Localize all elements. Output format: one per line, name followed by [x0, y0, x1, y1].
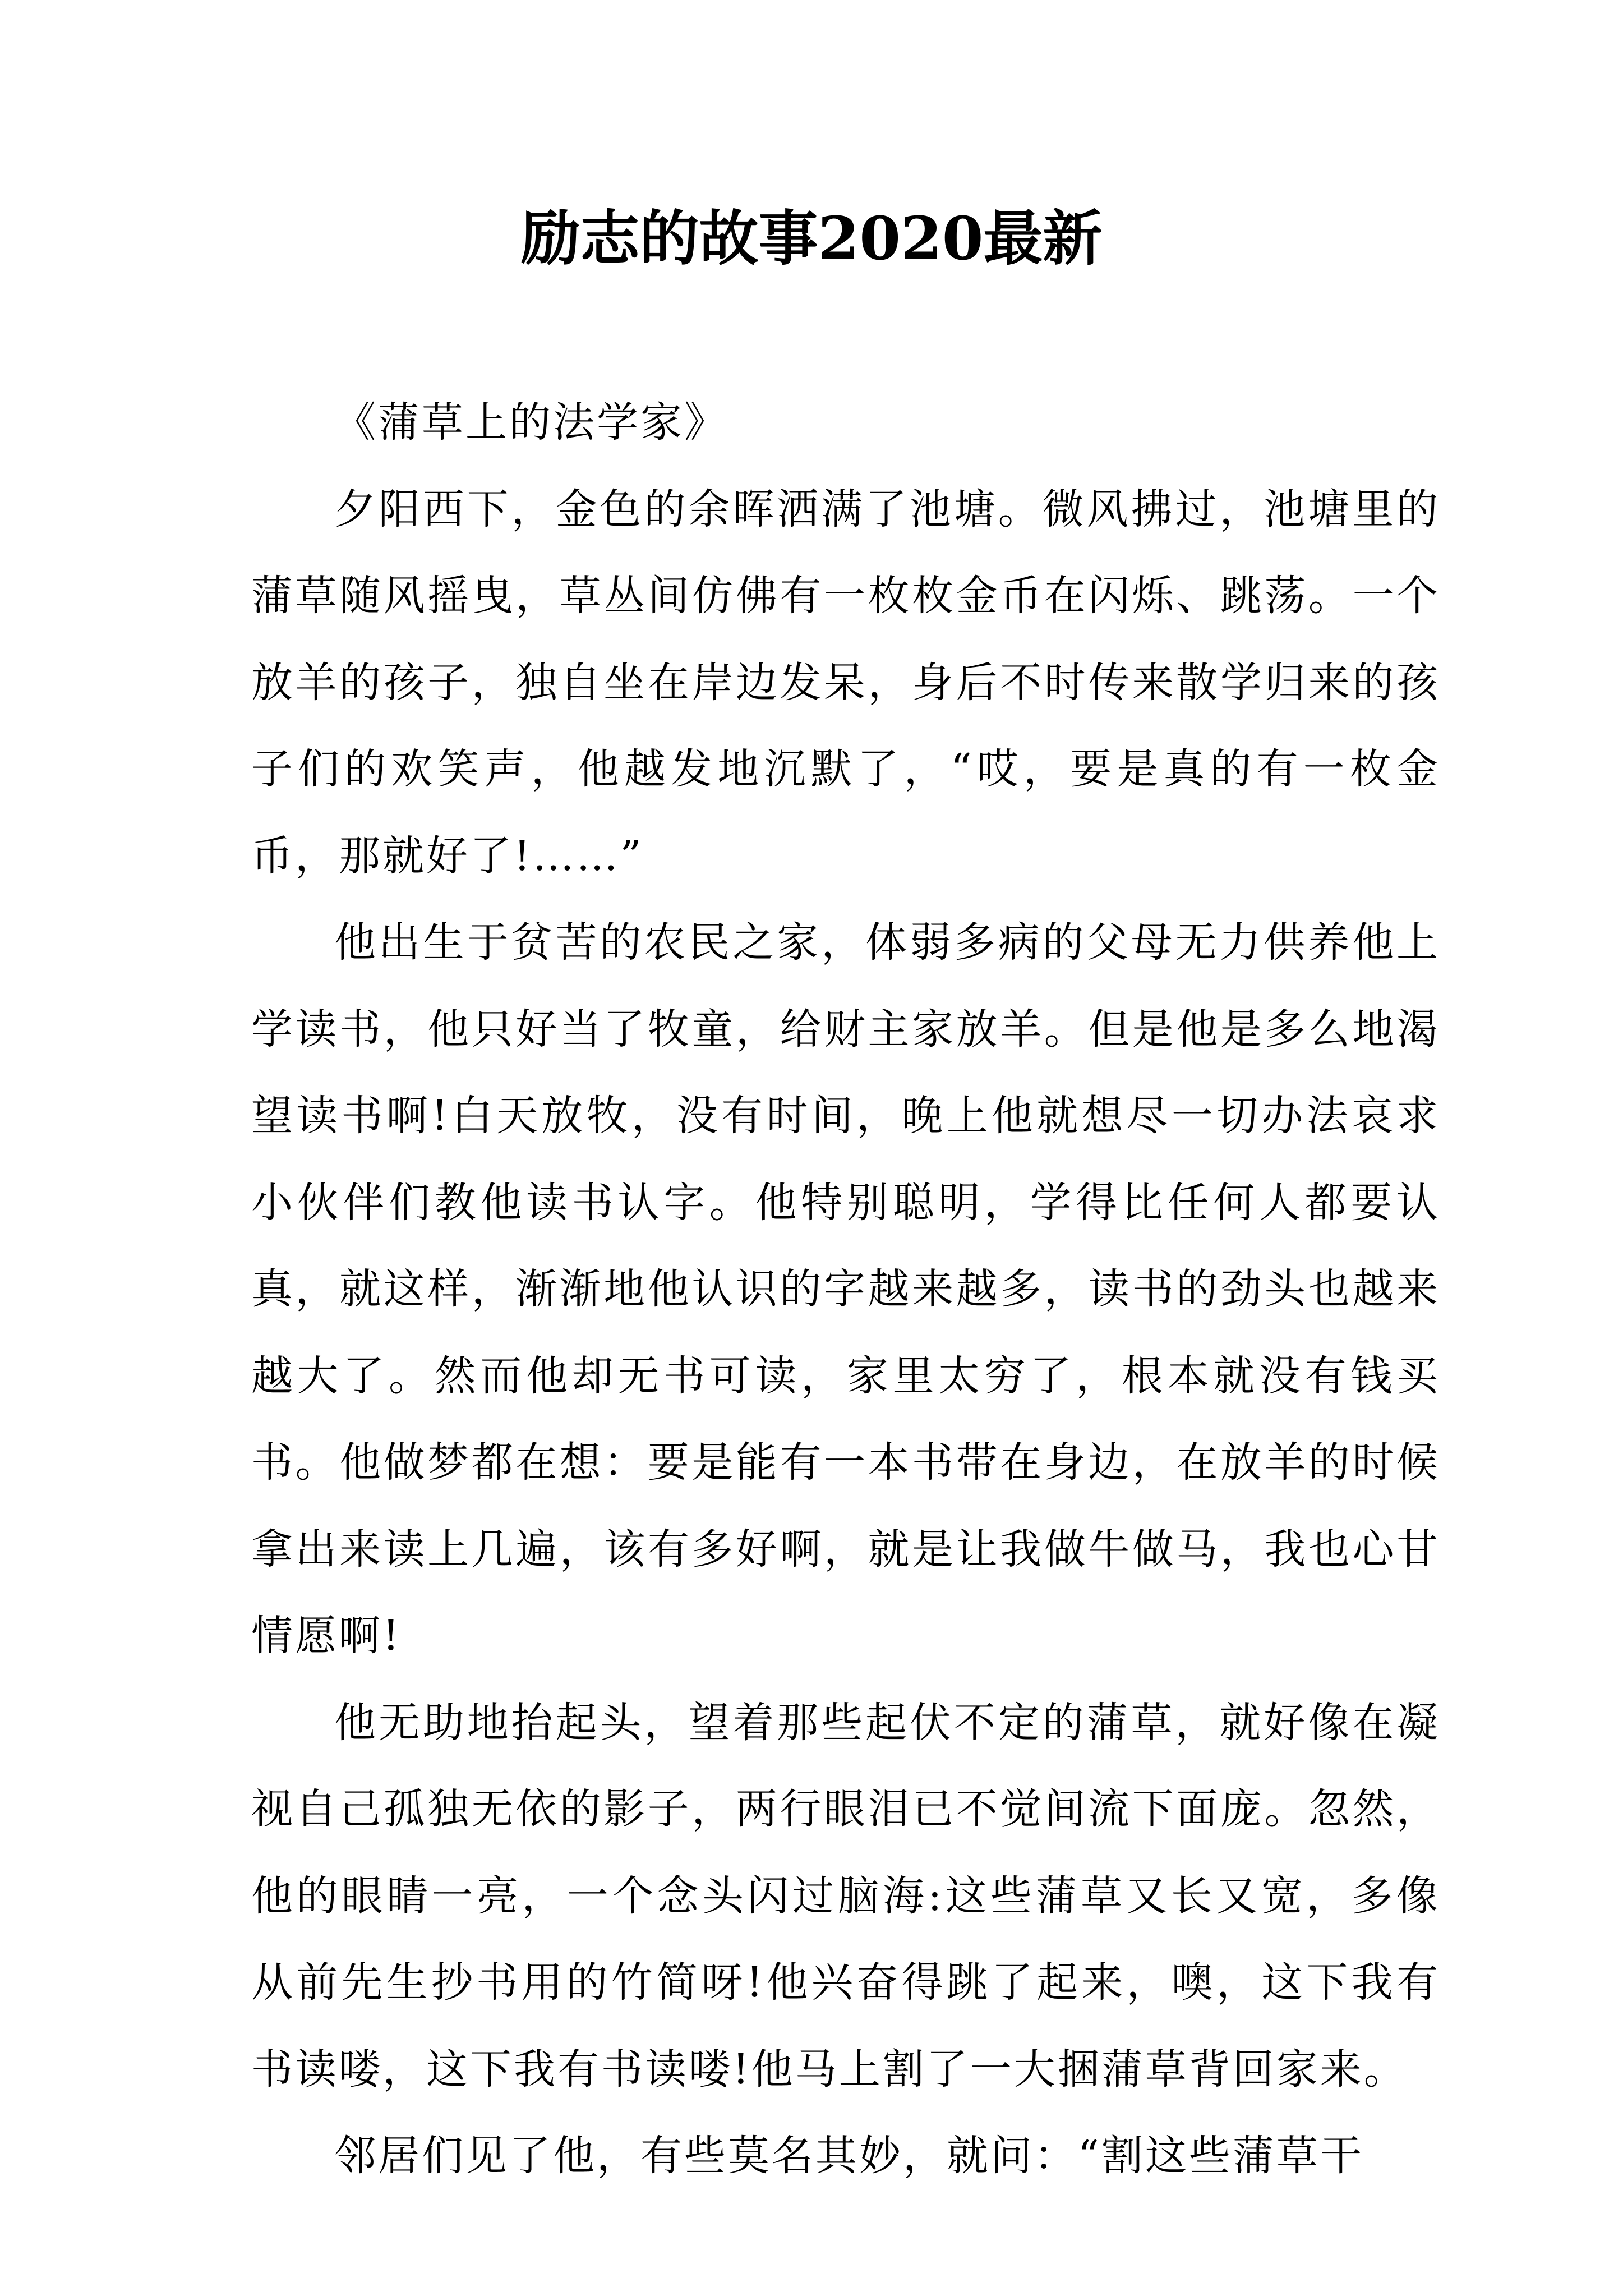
paragraph: 夕阳西下，金色的余晖洒满了池塘。微风拂过，池塘里的蒲草随风摇曳，草丛间仿佛有一枚枚金币在闪烁、跳荡。一个放羊的孩子，独自坐在岸边发呆，身后不时传来散学归来的孩子们的欢笑声，他越发地沉默了，“哎，要是真的有一枚金币，那就好了!……” — [251, 485, 1440, 880]
document-body — [251, 379, 1440, 2200]
story-heading: 《蒲草上的法学家》 — [334, 398, 728, 447]
paragraph: 他出生于贫苦的农民之家，体弱多病的父母无力供养他上学读书，他只好当了牧童，给财主家放羊。但是他是多么地渴望读书啊!白天放牧，没有时间，晚上他就想尽一切办法哀求小伙伴们教他读书认字。他特别聪明，学得比任何人都要认真，就这样，渐渐地他认识的字越来越多，读书的劲头也越来越大了。然而他却无书可读，家里太穷了，根本就没有钱买书。他做梦都在想：要是能有一本书带在身边，在放羊的时候拿出来读上几遍，该有多好啊，就是让我做牛做马，我也心甘情愿啊! — [251, 918, 1440, 1660]
paragraph: 他无助地抬起头，望着那些起伏不定的蒲草，就好像在凝视自己孤独无依的影子，两行眼泪已不觉间流下面庞。忽然，他的眼睛一亮，一个念头闪过脑海:这些蒲草又长又宽，多像从前先生抄书用的竹简呀!他兴奋得跳了起来，噢，这下我有书读喽，这下我有书读喽!他马上割了一大捆蒲草背回家来。 — [251, 1698, 1440, 2093]
document-title: 励志的故事2020最新 — [520, 203, 1103, 273]
paragraph: 邻居们见了他，有些莫名其妙，就问：“割这些蒲草干 — [334, 2132, 1364, 2180]
